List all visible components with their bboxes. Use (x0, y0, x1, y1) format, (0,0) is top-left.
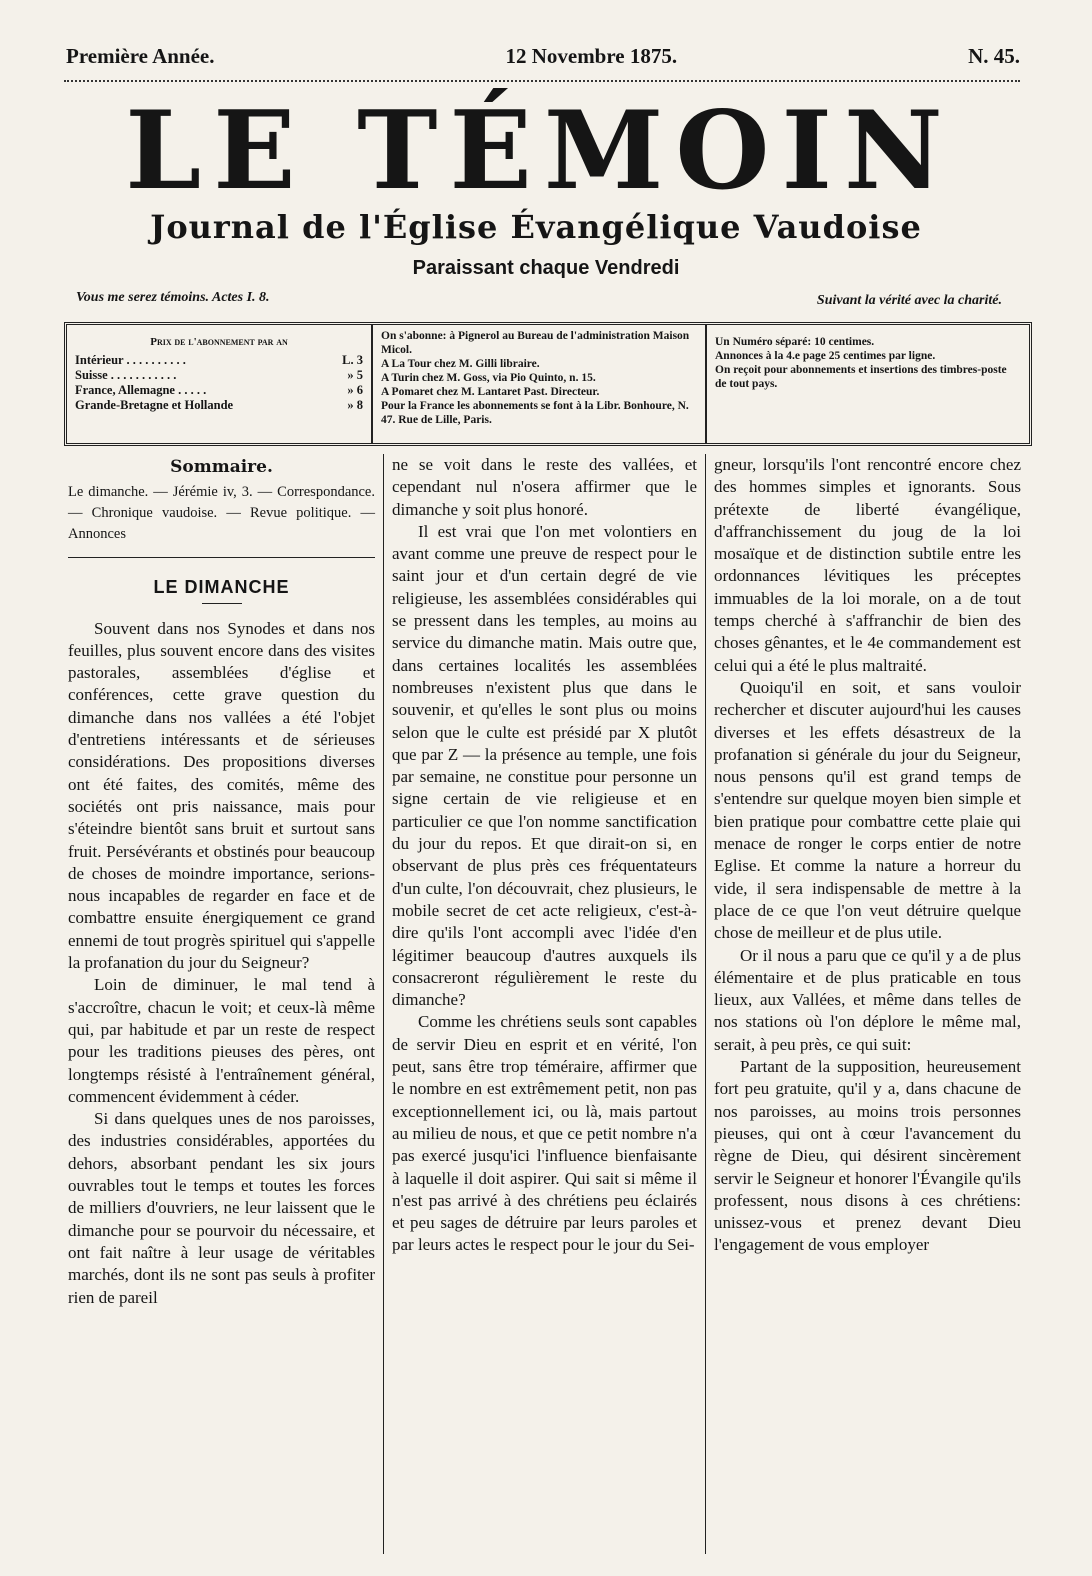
price-row: Intérieur . . . . . . . . . . L. 3 (75, 353, 363, 367)
paragraph: Il est vrai que l'on met volontiers en avant comme une preuve de respect pour le saint jour et d'un certain degré de vie religieuse, les assemblées considérables qui se pressent dans les temples, au moins au service du dimanche matin. Mais outre que, dans certaines localités les assemblées nombreuses n'existent plus que dans le souvenir, et qu'elles le sont plus ou moins selon que le culte est présidé par X plutôt que par Z — la présence au temple, une fois par semaine, ne constitue pour personne un signe certain de vie religieuse et en particulier ce que l'on nomme sanctification du jour du repos. Et que dirait-on si, en observant de plus près ces fréquentateurs d'un culte, l'on découvrait, chez plusieurs, le mobile secret de cet acte religieux, c'est-à-dire qu'ils l'ont accompli avec l'idée d'en légitimer beaucoup d'autres auxquels ils consacreront régulièrement le reste du dimanche? (392, 521, 697, 1010)
subscription-places: On s'abonne: à Pignerol au Bureau de l'administration Maison Micol. A La Tour chez M. Gilli libraire. A Turin chez M. Goss, via Pio Quinto, n. 15. A Pomaret chez M. Lantaret Past. Directeur. Pour la France les abonnements se font à la Libr. Bonhoure, N. 47. Rue de Lille, Paris. (373, 325, 707, 443)
column-1 (60, 454, 383, 1554)
column-3 (706, 454, 1029, 1554)
article-columns (60, 454, 1030, 1554)
motto-left: Vous me serez témoins. Actes I. 8. (76, 290, 270, 305)
price-table (67, 325, 373, 443)
sommaire-title: Sommaire. (170, 457, 273, 477)
article-title: LE DIMANCHE (153, 577, 290, 598)
section-divider (68, 557, 375, 558)
paragraph: Or il nous a paru que ce qu'il y a de plus élémentaire et de plus praticable en tous lieux, aux Vallées, et même dans telles de nos stations où l'on déplore le même mal, serait, à peu près, ce qui suit: (714, 945, 1021, 1054)
price-row: Suisse . . . . . . . . . . . » 5 (75, 368, 363, 382)
newspaper-title: LE TÉMOIN (125, 88, 955, 214)
subscription-box (64, 322, 1032, 446)
header-rule (64, 80, 1020, 82)
price-heading: Prix de l'abonnement par an (150, 336, 288, 348)
motto-right: Suivant la vérité avec la charité. (816, 293, 1002, 308)
issue-number: N. 45. (968, 44, 1020, 68)
paragraph: Loin de diminuer, le mal tend à s'accroître, chacun le voit; et ceux-là même qui, par habitude et par un reste de respect pour les traditions pieuses des pères, ont longtemps résisté à l'entraînement général, commencent évidemment à céder. (68, 975, 375, 1106)
paragraph: Si dans quelques unes de nos paroisses, des industries considérables, apportées du dehors, absorbant pendant les six jours ouvrables tout le temps et toutes les forces de milliers d'ouvriers, ne leur laissent que le dimanche pour se pourvoir du nécessaire, et ont fait naître à leur usage de véritables marchés, dont ils ne sont pas seuls à profiter rien de pareil (68, 1109, 375, 1307)
paragraph: Partant de la supposition, heureusement fort peu gratuite, qu'il y a, dans chacune de nos paroisses, au moins trois personnes pieuses, qui ont à cœur l'avancement du règne de Dieu, qui désirent sincèrement servir le Seigneur et honorer l'Évangile qu'ils professent, nous disons à ces chrétiens: unissez-vous et prenez devant Dieu l'engagement de vous employer (714, 1057, 1021, 1255)
subscription-notes: Un Numéro séparé: 10 centimes. Annonces à la 4.e page 25 centimes par ligne. On reçoit pour abonnements et insertions des timbres-poste de tout pays. (715, 336, 1007, 390)
title-dash (202, 603, 242, 604)
paragraph: gneur, lorsqu'ils l'ont rencontré encore chez des hommes simples et ignorants. Sous prétexte de liberté évangélique, d'affranchissement du joug de la loi mosaïque et de distinction subtile entre les ordonnances lévitiques les préceptes immuables de la loi morale, on a de tout temps cherché à s'affranchir de bien des choses gênantes, et le 4e commandement est celui qui a été le plus maltraité. (714, 455, 1021, 675)
paragraph: Quoiqu'il en soit, et sans vouloir rechercher et discuter aujourd'hui les causes diverses et les effets désastreux de la profanation si générale du jour du Seigneur, nous pensons qu'il est grand temps de s'entendre sur quelque moyen bien simple et bien pratique pour combattre cette plaie qui menace de ronger le corps entier de notre Eglise. Et comme la nature a horreur du vide, il sera indispensable de mettre à la place de ce que l'on veut détruire quelque chose de meilleur et de plus utile. (714, 677, 1021, 943)
issue-date: 12 Novembre 1875. (505, 44, 678, 68)
price-row: Grande-Bretagne et Hollande » 8 (75, 398, 363, 412)
paragraph: ne se voit dans le reste des vallées, et cependant nul n'osera affirmer que le dimanche y soit plus honoré. (392, 455, 697, 519)
newspaper-subtitle: Journal de l'Église Évangélique Vaudoise (150, 208, 922, 246)
sommaire-text: Le dimanche. — Jérémie iv, 3. — Correspondance. — Chronique vaudoise. — Revue politique. — Annonces (68, 484, 375, 543)
issue-header (66, 44, 1020, 74)
publication-frequency: Paraissant chaque Vendredi (412, 257, 680, 279)
paragraph: Souvent dans nos Synodes et dans nos feuilles, plus souvent encore dans des visites pastorales, assemblées d'église et conférences, cette grave question du dimanche dans nos vallées a été l'objet d'entretiens intéressants et de sérieuses considérations. Des propositions diverses ont été faites, des comités, même des sociétés ont pris naissance, mais pour s'éteindre bientôt sans bruit et surtout sans fruit. Persévérants et obstinés pour beaucoup de choses de moindre importance, serions-nous incapables de regarder en face et de combattre ensuite énergiquement ce grand ennemi de tout progrès spirituel qui s'appelle la profanation du jour du Seigneur? (68, 618, 375, 973)
column-2 (383, 454, 706, 1554)
issue-year: Première Année. (66, 44, 215, 68)
price-row: France, Allemagne . . . . . » 6 (75, 383, 363, 397)
paragraph: Comme les chrétiens seuls sont capables de servir Dieu en esprit et en vérité, l'on peut, sans être trop téméraire, affirmer que le nombre en est extrêmement petit, non pas exceptionnellement ici, ou là, mais partout au milieu de nous, et que ce petit nombre n'a pas exercé jusqu'ici l'influence bienfaisante à laquelle il doit aspirer. Qui sait si même il n'est pas arrivé à des chrétiens peu éclairés et peu sages de détruire par leurs paroles et par leurs actes le respect pour le jour du Sei- (392, 1012, 697, 1255)
